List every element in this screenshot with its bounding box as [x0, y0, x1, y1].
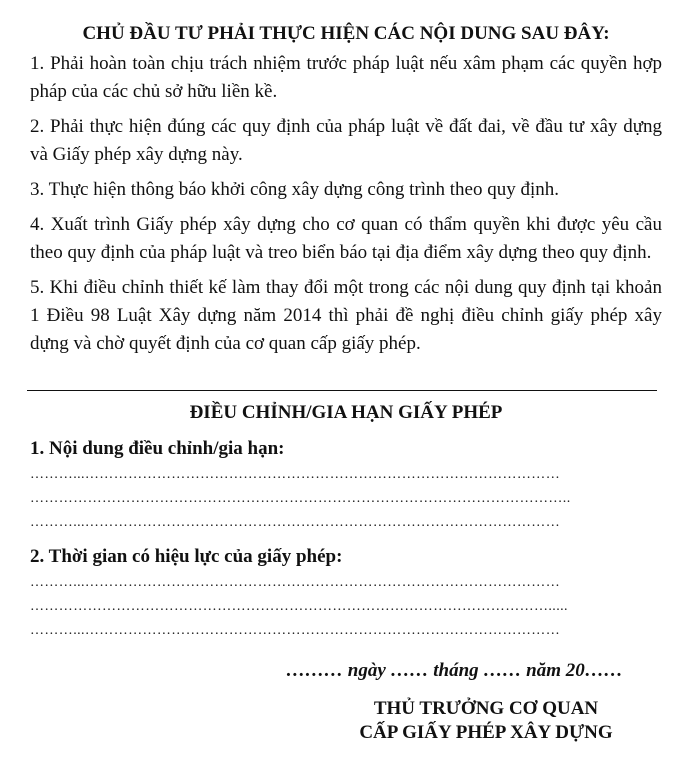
validity-period-line-3[interactable]: ………...………………………………………………………………………………………	[30, 623, 561, 638]
validity-period-line-1[interactable]: ………...………………………………………………………………………………………	[30, 575, 561, 590]
section-divider	[27, 390, 657, 391]
obligation-item-5: 5. Khi điều chỉnh thiết kế làm thay đổi một trong các nội dung quy định tại khoản 1 Điều 98 Luật Xây dựng năm 2014 thì phải đề nghị điều chỉnh giấy phép xây dựng và chờ quyết định của cơ quan cấp giấy phép.	[30, 277, 662, 354]
adjustment-content-line-1[interactable]: ………...………………………………………………………………………………………	[30, 467, 561, 482]
obligations-heading: CHỦ ĐẦU TƯ PHẢI THỰC HIỆN CÁC NỘI DUNG SAU ĐÂY:	[82, 23, 610, 44]
obligation-item-4: 4. Xuất trình Giấy phép xây dựng cho cơ quan có thẩm quyền khi được yêu cầu theo quy định của pháp luật và treo biển báo tại địa điểm xây dựng theo quy định.	[30, 214, 662, 263]
obligation-item-3: 3. Thực hiện thông báo khởi công xây dựng công trình theo quy định.	[30, 179, 559, 200]
adjustment-content-line-3[interactable]: ………...………………………………………………………………………………………	[30, 515, 561, 530]
signatory-title-line-1: THỦ TRƯỞNG CƠ QUAN	[373, 698, 599, 719]
obligation-item-1: 1. Phải hoàn toàn chịu trách nhiệm trước pháp luật nếu xâm phạm các quyền hợp pháp của các chủ sở hữu liền kề.	[30, 53, 662, 102]
signatory-title-line-2: CẤP GIẤY PHÉP XÂY DỰNG	[359, 722, 613, 743]
adjustment-content-label: 1. Nội dung điều chỉnh/gia hạn:	[30, 438, 285, 459]
validity-period-label: 2. Thời gian có hiệu lực của giấy phép:	[30, 546, 343, 567]
validity-period-line-2[interactable]: ……………………………………………………………………………………………….....	[30, 599, 568, 614]
obligation-item-2: 2. Phải thực hiện đúng các quy định của pháp luật về đất đai, về đầu tư xây dựng và Giấy phép xây dựng này.	[30, 116, 662, 165]
signature-date-line: ……… ngày …… tháng …… năm 20……	[286, 660, 623, 681]
obligations-list	[30, 50, 662, 358]
adjustment-content-line-2[interactable]: …………………………………………………………………………………………………..	[30, 491, 571, 506]
adjustment-heading: ĐIỀU CHỈNH/GIA HẠN GIẤY PHÉP	[189, 402, 503, 423]
